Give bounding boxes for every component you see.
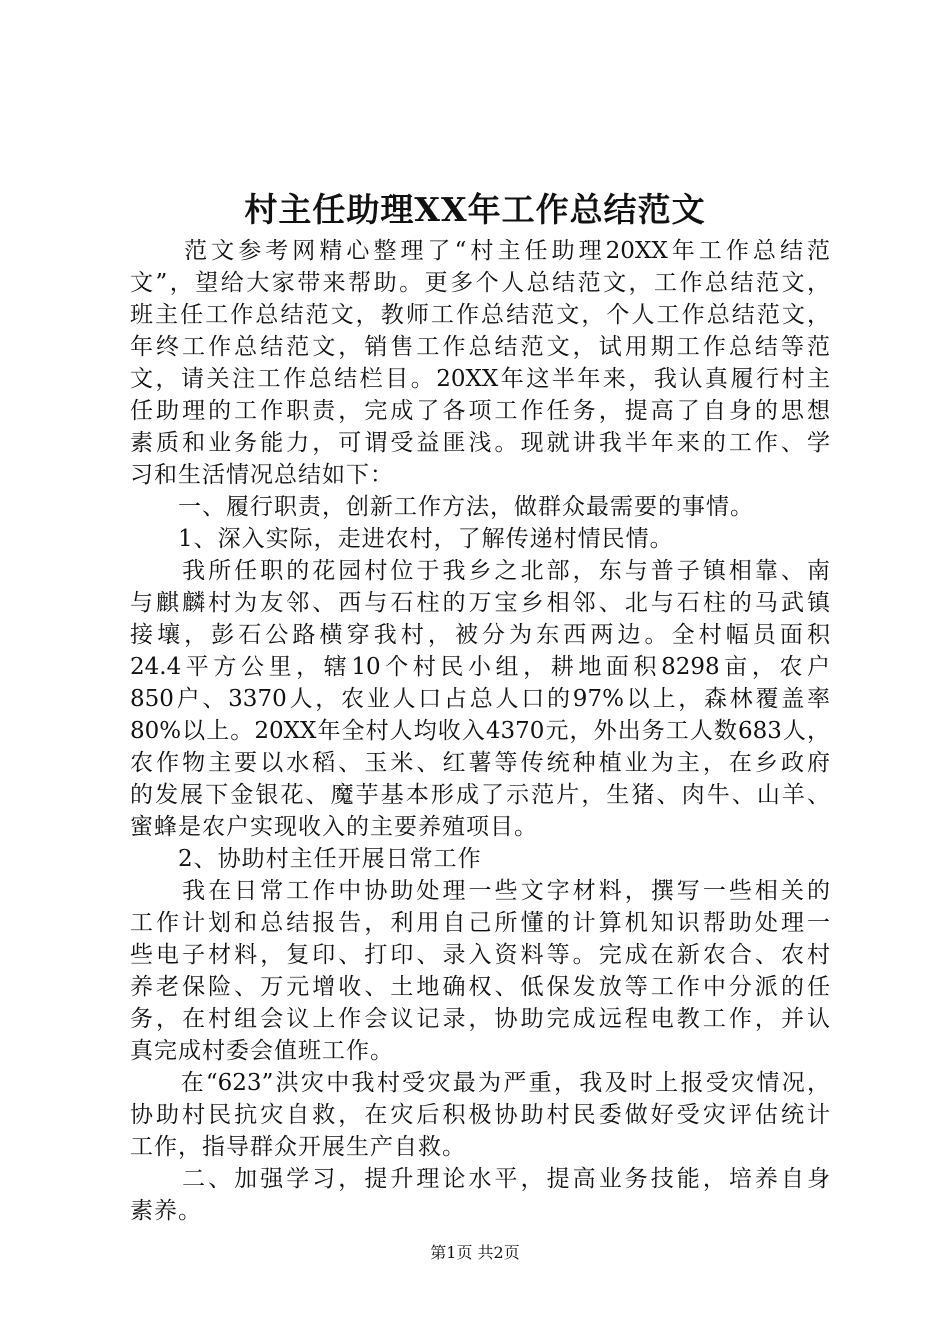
document-body	[130, 235, 830, 1227]
body-line: 年终工作总结范文，销售工作总结范文，试用期工作总结等范	[130, 334, 830, 360]
body-line: 素质和业务能力，可谓受益匪浅。现就讲我半年来的工作、学	[130, 430, 830, 456]
body-line: 真完成村委会值班工作。	[130, 1038, 394, 1064]
section-heading: 素养。	[130, 1198, 202, 1224]
body-line: 80%以上。20XX年全村人均收入4370元，外出务工人数683人，	[130, 718, 830, 744]
subsection-heading: 2、协助村主任开展日常工作	[130, 846, 482, 872]
page-footer: 第1页 共2页	[430, 1243, 520, 1262]
body-line: 24.4平方公里，辖10个村民小组，耕地面积8298亩，农户	[130, 654, 830, 680]
body-line: 农作物主要以水稻、玉米、红薯等传统种植业为主，在乡政府	[130, 750, 830, 776]
body-line: 我在日常工作中协助处理一些文字材料，撰写一些相关的	[130, 878, 830, 904]
body-line: 与麒麟村为友邻、西与石柱的万宝乡相邻、北与石柱的马武镇	[130, 590, 830, 616]
body-line: 些电子材料，复印、打印、录入资料等。完成在新农合、农村	[130, 942, 830, 968]
body-line: 在“623”洪灾中我村受灾最为严重，我及时上报受灾情况，	[130, 1070, 830, 1096]
body-line: 养老保险、万元增收、土地确权、低保发放等工作中分派的任	[130, 974, 830, 1000]
body-line: 我所任职的花园村位于我乡之北部，东与普子镇相靠、南	[130, 558, 830, 584]
body-line: 班主任工作总结范文，教师工作总结范文，个人工作总结范文，	[130, 302, 830, 328]
body-line: 文”，望给大家带来帮助。更多个人总结范文，工作总结范文，	[130, 270, 830, 296]
section-heading: 一、履行职责，创新工作方法，做群众最需要的事情。	[130, 494, 754, 520]
body-line: 蜜蜂是农户实现收入的主要养殖项目。	[130, 814, 538, 840]
body-line: 接壤，彭石公路横穿我村，被分为东西两边。全村幅员面积	[130, 622, 830, 648]
document-title: 村主任助理XX年工作总结范文	[244, 190, 706, 229]
subsection-heading: 1、深入实际，走进农村，了解传递村情民情。	[130, 526, 674, 552]
body-line: 文，请关注工作总结栏目。20XX年这半年来，我认真履行村主	[130, 366, 830, 392]
body-line: 任助理的工作职责，完成了各项工作任务，提高了自身的思想	[130, 398, 830, 424]
body-line: 协助村民抗灾自救，在灾后积极协助村民委做好受灾评估统计	[130, 1102, 830, 1128]
body-line: 习和生活情况总结如下：	[130, 462, 394, 488]
body-line: 务，在村组会议上作会议记录，协助完成远程电教工作，并认	[130, 1006, 830, 1032]
body-line: 工作，指导群众开展生产自救。	[130, 1134, 466, 1160]
body-line: 的发展下金银花、魔芋基本形成了示范片，生猪、肉牛、山羊、	[130, 782, 830, 808]
body-line: 850户、3370人，农业人口占总人口的97%以上，森林覆盖率	[130, 686, 830, 712]
body-line: 范文参考网精心整理了“村主任助理20XX年工作总结范	[130, 238, 830, 264]
section-heading: 二、加强学习，提升理论水平，提高业务技能，培养自身	[130, 1166, 830, 1192]
body-line: 工作计划和总结报告，利用自己所懂的计算机知识帮助处理一	[130, 910, 830, 936]
